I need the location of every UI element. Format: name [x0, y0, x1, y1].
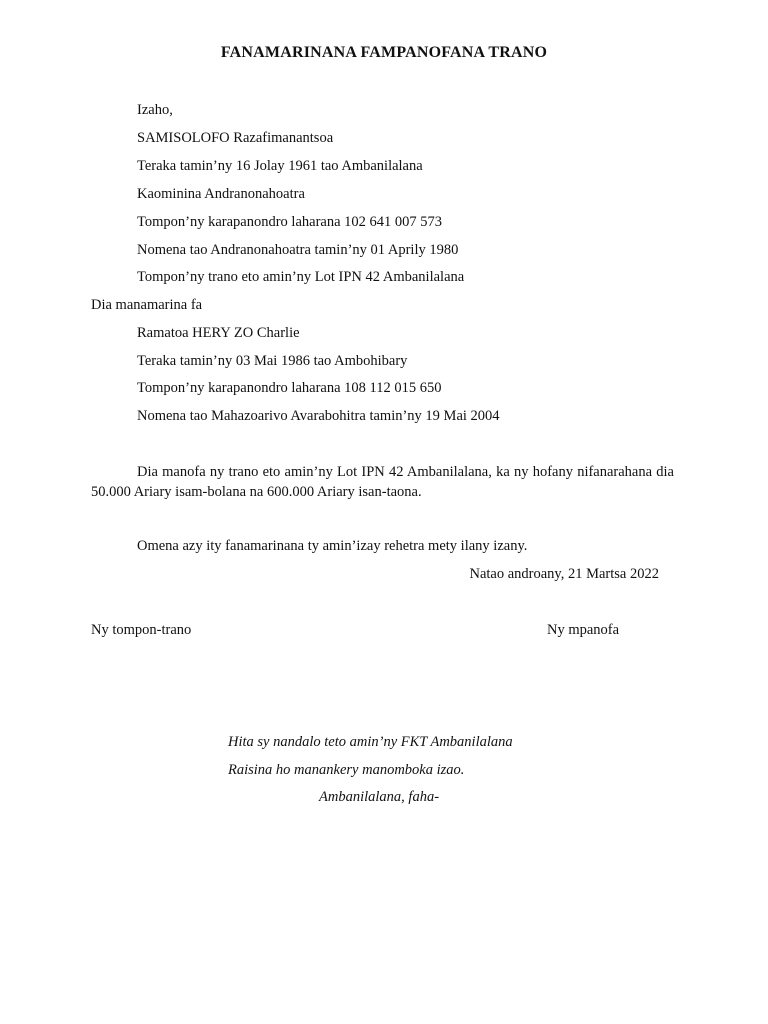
document-title: FANAMARINANA FAMPANOFANA TRANO [220, 44, 548, 61]
tenant-birth: Teraka tamin’ny 03 Mai 1986 tao Ambohibary [137, 353, 408, 369]
certification-line-1: Hita sy nandalo teto amin’ny FKT Ambanilalana [228, 734, 513, 750]
certification-line-2: Raisina ho manankery manomboka izao. [228, 762, 465, 778]
transition-text: Dia manamarina fa [91, 297, 203, 313]
tenant-name: Ramatoa HERY ZO Charlie [137, 325, 300, 341]
owner-id-number: Tompon’ny karapanondro laharana 102 641 007 573 [137, 214, 443, 230]
owner-property: Tompon’ny trano eto amin’ny Lot IPN 42 Ambanilalana [137, 269, 465, 285]
owner-birth: Teraka tamin’ny 16 Jolay 1961 tao Ambanilalana [137, 158, 423, 174]
owner-commune: Kaominina Andranonahoatra [137, 186, 305, 202]
owner-name: SAMISOLOFO Razafimanantsoa [137, 130, 334, 146]
tenant-id-issued: Nomena tao Mahazoarivo Avarabohitra tamin’ny 19 Mai 2004 [137, 408, 500, 424]
owner-id-issued: Nomena tao Andranonahoatra tamin’ny 01 Aprily 1980 [137, 242, 459, 258]
signature-tenant-label: Ny mpanofa [547, 622, 620, 638]
closing-text: Omena azy ity fanamarinana ty amin’izay rehetra mety ilany izany. [137, 538, 528, 554]
tenant-id-number: Tompon’ny karapanondro laharana 108 112 015 650 [137, 380, 442, 396]
certification-line-3: Ambanilalana, faha- [319, 789, 440, 805]
signature-owner-label: Ny tompon-trano [91, 622, 192, 638]
owner-intro: Izaho, [137, 102, 173, 118]
place-date: Natao androany, 21 Martsa 2022 [469, 566, 659, 582]
body-paragraph [91, 462, 674, 502]
body-paragraph-text: Dia manofa ny trano eto amin’ny Lot IPN 42 Ambanilalana, ka ny hofany nifanarahana dia 50.000 Ariary isam-bolana na 600.000 Ariary isan-taona. [91, 464, 674, 500]
